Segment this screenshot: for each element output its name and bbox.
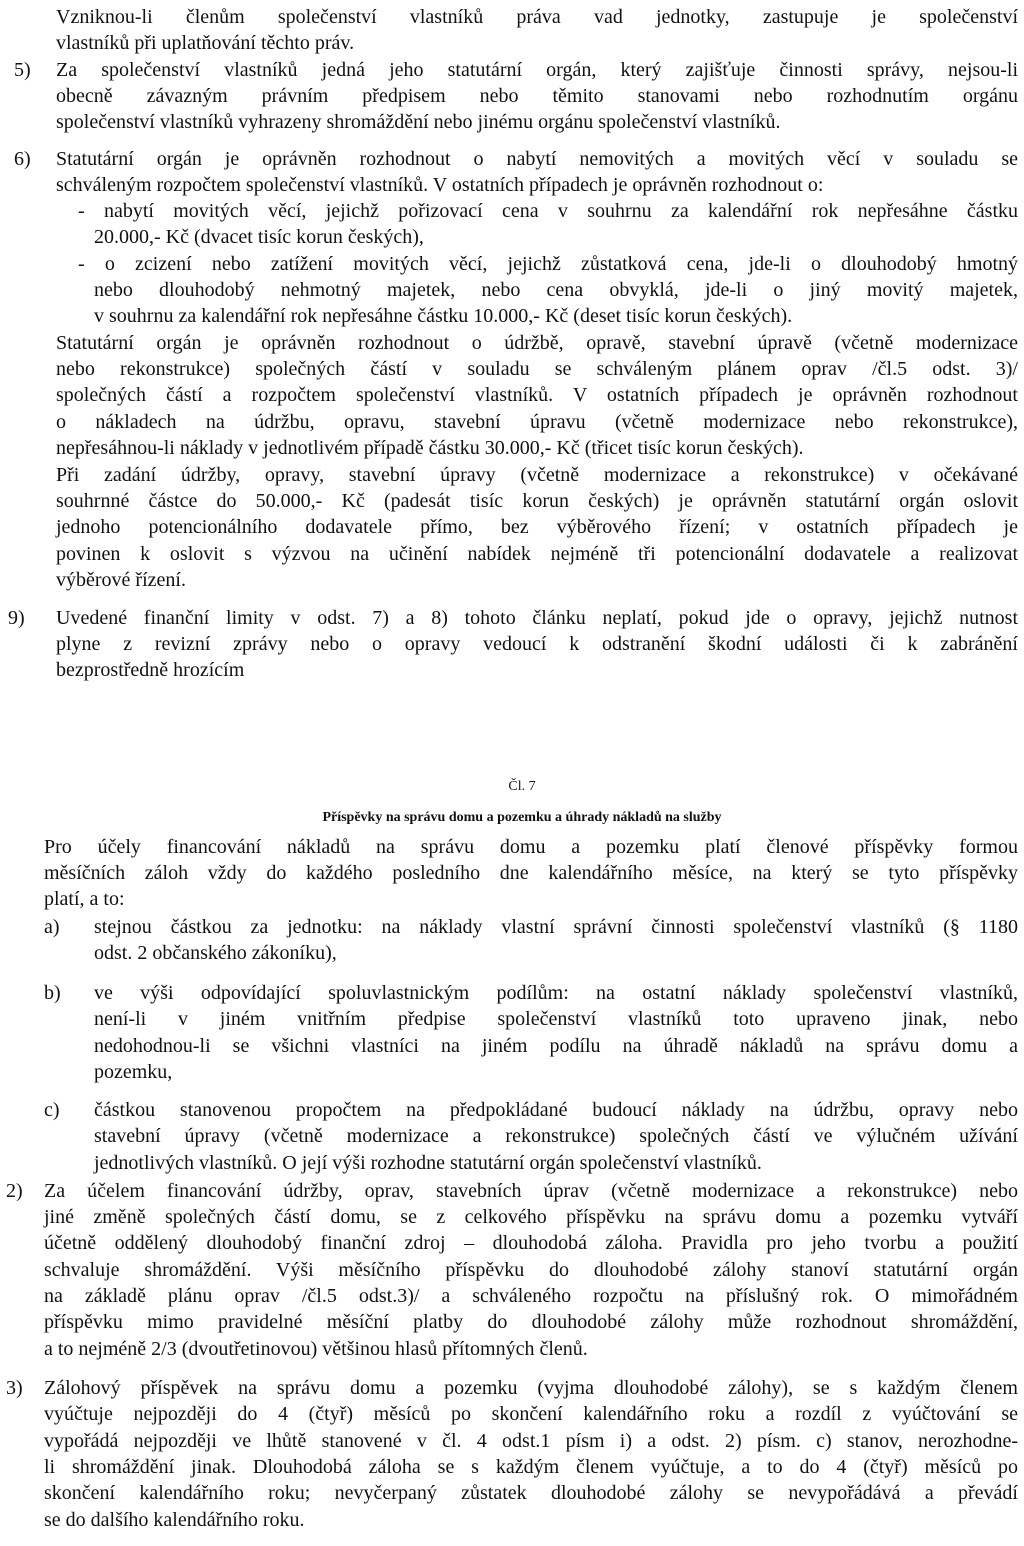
intro-line: vlastníků při uplatňování těchto práv.: [56, 32, 355, 54]
item-line: schváleným rozpočtem společenství vlastníků. V ostatních případech je oprávněn rozhodnout o:: [56, 174, 824, 196]
item-line: bezprostředně hrozícím: [56, 659, 245, 681]
article-title: Příspěvky na správu domu a pozemku a úhrady nákladů na služby: [322, 810, 722, 825]
paragraph-line: vypořádá nejpozději ve lhůtě stanovené v čl. 4 odst.1 písm i) a odst. 2) písm. c) stanov, nerozhodne-: [44, 1430, 1018, 1452]
paragraph-line: schvaluje shromáždění. Výši měsíčního příspěvku do dlouhodobé zálohy stanoví statutární orgán: [44, 1259, 1018, 1281]
paragraph-line: li shromáždění jinak. Dlouhodobá záloha se s každým členem vyúčtuje, a to do 4 (čtyř) měsíců po: [44, 1456, 1018, 1478]
item-line: Statutární orgán je oprávněn rozhodnout o údržbě, opravě, stavební úpravě (včetně modernizace: [56, 332, 1018, 354]
paragraph-line: účetně oddělený dlouhodobý finanční zdroj – dlouhodobá záloha. Pravidla pro jeho tvorbu a použití: [44, 1232, 1018, 1254]
item-line: souhrnné částce do 50.000,- Kč (padesát tisíc korun českých) je oprávněn statutární orgán oslovit: [56, 490, 1018, 512]
item-line: Uvedené finanční limity v odst. 7) a 8) tohoto článku neplatí, pokud jde o opravy, jejichž nutnost: [56, 607, 1018, 629]
paragraph-line: skončení kalendářního roku; nevyčerpaný zůstatek dlouhodobé zálohy se nevypořádává a převádí: [44, 1482, 1018, 1504]
paragraph-line: příspěvku mimo pravidelné měsíční platby do dlouhodobé zálohy může rozhodnout shromáždění,: [44, 1311, 1018, 1333]
item-line: Za společenství vlastníků jedná jeho statutární orgán, který zajišťuje činnosti správy, nejsou-li: [56, 59, 1018, 81]
item-line: výběrové řízení.: [56, 569, 186, 591]
bullet-line: nebo dlouhodobý nehmotný majetek, nebo cena obvyklá, jde-li o jiný movitý majetek,: [94, 279, 1018, 301]
sub-label: b): [44, 982, 61, 1004]
item-line: nebo rekonstrukce) společných částí v souladu se schváleným plánem oprav /čl.5 odst. 3)/: [56, 358, 1018, 380]
sub-line: stavební úpravy (včetně modernizace a rekonstrukce) společných částí ve výlučném užívání: [94, 1125, 1018, 1147]
paragraph-number: 2): [6, 1180, 23, 1202]
item-line: Statutární orgán je oprávněn rozhodnout o nabytí nemovitých a movitých věcí v souladu se: [56, 148, 1018, 170]
sub-line: ve výši odpovídající spoluvlastnickým podílům: na ostatní náklady společenství vlastníků,: [94, 982, 1018, 1004]
paragraph-line: měsíčních záloh vždy do každého posledního dne kalendářního měsíce, na který se tyto příspěvky: [44, 862, 1018, 884]
item-number: 6): [14, 148, 31, 170]
item-line: o nákladech na údržbu, opravu, stavební úpravu (včetně modernizace nebo rekonstrukce),: [56, 411, 1018, 433]
item-line: Při zadání údržby, opravy, stavební úpravy (včetně modernizace a rekonstrukce) v očekávané: [56, 464, 1018, 486]
sub-label: a): [44, 916, 60, 938]
paragraph-line: se do dalšího kalendářního roku.: [44, 1509, 305, 1531]
item-line: společných částí a rozpočtem společenství vlastníků. V ostatních případech je oprávněn rozhodnout: [56, 384, 1018, 406]
bullet-line: - o zcizení nebo zatížení movitých věcí, jejichž zůstatková cena, jde-li o dlouhodobý hmotný: [78, 253, 1018, 275]
bullet-line: v souhrnu za kalendářní rok nepřesáhne částku 10.000,- Kč (deset tisíc korun českých).: [94, 305, 793, 327]
paragraph-line: na základě plánu oprav /čl.5 odst.3)/ a schváleného rozpočtu na příslušný rok. O mimořádném: [44, 1285, 1018, 1307]
bullet-line: - nabytí movitých věcí, jejichž pořizovací cena v souhrnu za kalendářní rok nepřesáhne částku: [78, 200, 1018, 222]
sub-line: odst. 2 občanského zákoníku),: [94, 942, 337, 964]
item-number: 5): [14, 59, 31, 81]
sub-label: c): [44, 1099, 60, 1121]
paragraph-number: 3): [6, 1377, 23, 1399]
item-line: jednoho potencionálního dodavatele přímo, bez výběrového řízení; v ostatních případech je: [56, 516, 1018, 538]
paragraph-line: vyúčtuje nejpozději do 4 (čtyř) měsíců po skončení kalendářního roku a rozdíl z vyúčtování se: [44, 1403, 1018, 1425]
item-line: obecně závazným právním předpisem nebo těmito stanovami nebo rozhodnutím orgánu: [56, 85, 1018, 107]
sub-line: stejnou částkou za jednotku: na náklady vlastní správní činnosti společenství vlastníků (§ 1180: [94, 916, 1018, 938]
paragraph-line: platí, a to:: [44, 888, 125, 910]
item-number: 9): [8, 607, 25, 629]
sub-line: pozemku,: [94, 1061, 173, 1083]
sub-line: není-li v jiném vnitřním předpise společenství vlastníků toto upraveno jinak, nebo: [94, 1008, 1018, 1030]
paragraph-line: Pro účely financování nákladů na správu domu a pozemku platí členové příspěvky formou: [44, 836, 1018, 858]
bullet-line: 20.000,- Kč (dvacet tisíc korun českých),: [94, 226, 424, 248]
paragraph-line: Zálohový příspěvek na správu domu a pozemku (vyjma dlouhodobé zálohy), se s každým členem: [44, 1377, 1018, 1399]
sub-line: nedohodnou-li se všichni vlastníci na jiném podílu na úhradě nákladů na správu domu a: [94, 1035, 1018, 1057]
paragraph-line: jiné změně společných částí domu, se z celkového příspěvku na správu domu a pozemku vytváří: [44, 1206, 1018, 1228]
item-line: povinen k oslovit s výzvou na učinění nabídek nejméně tři potencionální dodavatele a realizovat: [56, 543, 1018, 565]
article-number: Čl. 7: [508, 779, 536, 794]
item-line: plyne z revizní zprávy nebo o opravy vedoucí k odstranění škodní události či k zabránění: [56, 633, 1018, 655]
paragraph-line: a to nejméně 2/3 (dvoutřetinovou) většinou hlasů přítomných členů.: [44, 1338, 588, 1360]
sub-line: jednotlivých vlastníků. O její výši rozhodne statutární orgán společenství vlastníků.: [94, 1152, 762, 1174]
intro-line: Vzniknou-li členům společenství vlastníků práva vad jednotky, zastupuje je společenství: [56, 6, 1018, 28]
paragraph-line: Za účelem financování údržby, oprav, stavebních úprav (včetně modernizace a rekonstrukce) nebo: [44, 1180, 1018, 1202]
item-line: nepřesáhnou-li náklady v jednotlivém případě částku 30.000,- Kč (třicet tisíc korun českých).: [56, 437, 804, 459]
item-line: společenství vlastníků vyhrazeny shromáždění nebo jinému orgánu společenství vlastníků.: [56, 111, 781, 133]
sub-line: částkou stanovenou propočtem na předpokládané budoucí náklady na údržbu, opravy nebo: [94, 1099, 1018, 1121]
